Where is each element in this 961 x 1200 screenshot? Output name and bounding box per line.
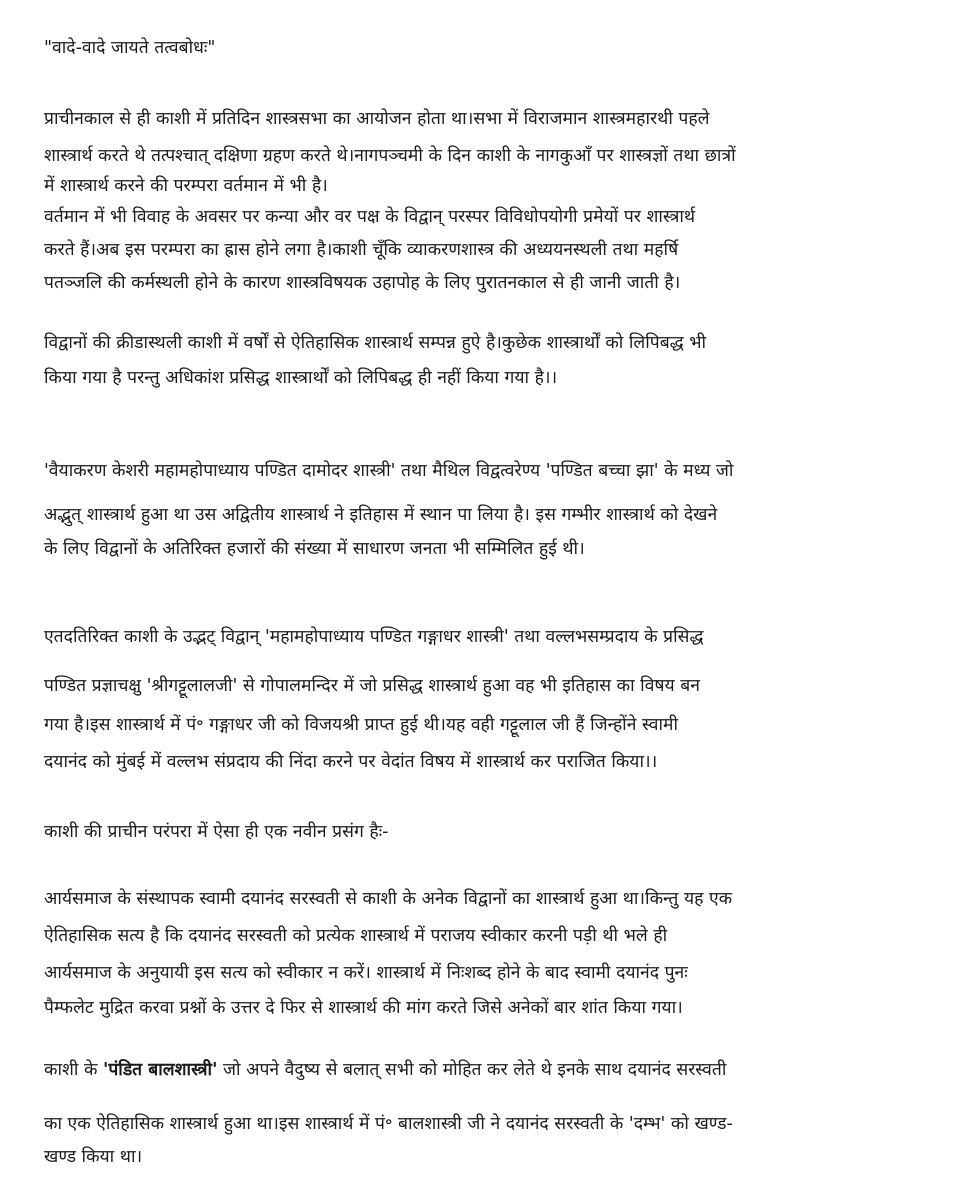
- paragraph-1-line-2: शास्त्रार्थ करते थे तत्पश्चात् दक्षिणा ग्रहण करते थे।नागपञ्चमी के दिन काशी के नागकुआँ पर शास्त्रज्ञों तथा छात्रों: [44, 146, 736, 166]
- paragraph-1-line-3: में शास्त्रार्थ करने की परम्परा वर्तमान में भी है।: [44, 176, 328, 196]
- paragraph-6-line-1: आर्यसमाज के संस्थापक स्वामी दयानंद सरस्वती से काशी के अनेक विद्वानों का शास्त्रार्थ हुआ था।किन्तु यह एक: [44, 889, 733, 909]
- paragraph-7-line-3: खण्ड किया था।: [44, 1147, 143, 1167]
- highlighted-name-balshastri: 'पंडित बालशास्त्री': [102, 1060, 218, 1080]
- paragraph-1-line-1: प्राचीनकाल से ही काशी में प्रतिदिन शास्त्रसभा का आयोजन होता था।सभा में विराजमान शास्त्रमहारथी पहले: [44, 109, 710, 129]
- paragraph-6-line-4: पैम्फलेट मुद्रित करवा प्रश्नों के उत्तर दे फिर से शास्त्रार्थ की मांग करते जिसे अनेकों बार शांत किया गया।: [44, 998, 683, 1018]
- paragraph-5-line-1: काशी की प्राचीन परंपरा में ऐसा ही एक नवीन प्रसंग हैः-: [44, 822, 389, 842]
- paragraph-2-line-2: किया गया है परन्तु अधिकांश प्रसिद्ध शास्त्रार्थों को लिपिबद्ध ही नहीं किया गया है।।: [44, 368, 558, 388]
- paragraph-7-text-before: काशी के: [44, 1060, 103, 1080]
- paragraph-1-line-6: पतञ्जलि की कर्मस्थली होने के कारण शास्त्रविषयक उहापोह के लिए पुरातनकाल से ही जानी जाती है।: [44, 273, 681, 293]
- paragraph-1-line-5: करते हैं।अब इस परम्परा का ह्रास होने लगा है।काशी चूँकि व्याकरणशास्त्र की अध्ययनस्थली तथा महर्षि: [44, 240, 679, 260]
- document-heading: "वादे-वादे जायते तत्वबोधः": [44, 38, 216, 58]
- paragraph-7-line-2: का एक ऐतिहासिक शास्त्रार्थ हुआ था।इस शास्त्रार्थ में पं॰ बालशास्त्री जी ने दयानंद सरस्वती के 'दम्भ' को खण्ड-: [44, 1114, 733, 1134]
- paragraph-3-line-1: 'वैयाकरण केशरी महामहोपाध्याय पण्डित दामोदर शास्त्री' तथा मैथिल विद्वत्वरेण्य 'पण्डित बच्चा झा' के मध्य जो: [44, 461, 734, 481]
- paragraph-6-line-2: ऐतिहासिक सत्य है कि दयानंद सरस्वती को प्रत्येक शास्त्रार्थ में पराजय स्वीकार करनी पड़ी थी भले ही: [44, 926, 668, 946]
- paragraph-4-line-1: एतदतिरिक्त काशी के उद्भट् विद्वान् 'महामहोपाध्याय पण्डित गङ्गाधर शास्त्री' तथा वल्लभसम्प्रदाय के प्रसिद्ध: [44, 627, 704, 647]
- paragraph-7-text-after: जो अपने वैदुष्य से बलात् सभी को मोहित कर लेते थे इनके साथ दयानंद सरस्वती: [217, 1060, 727, 1080]
- paragraph-2-line-1: विद्वानों की क्रीडास्थली काशी में वर्षों से ऐतिहासिक शास्त्रार्थ सम्पन्न हुऐ है।कुछेक शास्त्रार्थों को लिपिबद्ध भी: [44, 333, 707, 353]
- paragraph-7-line-1: [44, 1058, 924, 1082]
- paragraph-4-line-4: दयानंद को मुंबई में वल्लभ संप्रदाय की निंदा करने पर वेदांत विषय में शास्त्रार्थ कर पराजित किया।।: [44, 752, 658, 772]
- paragraph-1-line-4: वर्तमान में भी विवाह के अवसर पर कन्या और वर पक्ष के विद्वान् परस्पर विविधोपयोगी प्रमेयों पर शास्त्रार्थ: [44, 207, 696, 227]
- paragraph-6-line-3: आर्यसमाज के अनुयायी इस सत्य को स्वीकार न करें। शास्त्रार्थ में निःशब्द होने के बाद स्वामी दयानंद पुनः: [44, 963, 688, 983]
- paragraph-3-line-3: के लिए विद्वानों के अतिरिक्त हजारों की संख्या में साधारण जनता भी सम्मिलित हुई थी।: [44, 539, 585, 559]
- paragraph-4-line-2: पण्डित प्रज्ञाचक्षु 'श्रीगट्टूलालजी' से गोपालमन्दिर में जो प्रसिद्ध शास्त्रार्थ हुआ वह भी इतिहास का विषय बन: [44, 676, 700, 696]
- paragraph-4-line-3: गया है।इस शास्त्रार्थ में पं॰ गङ्गाधर जी को विजयश्री प्राप्त हुई थी।यह वही गट्टूलाल जी हैं जिन्होंने स्वामी: [44, 715, 679, 735]
- paragraph-3-line-2: अद्भुत् शास्त्रार्थ हुआ था उस अद्वितीय शास्त्रार्थ ने इतिहास में स्थान पा लिया है। इस गम्भीर शास्त्रार्थ को देखने: [44, 505, 718, 525]
